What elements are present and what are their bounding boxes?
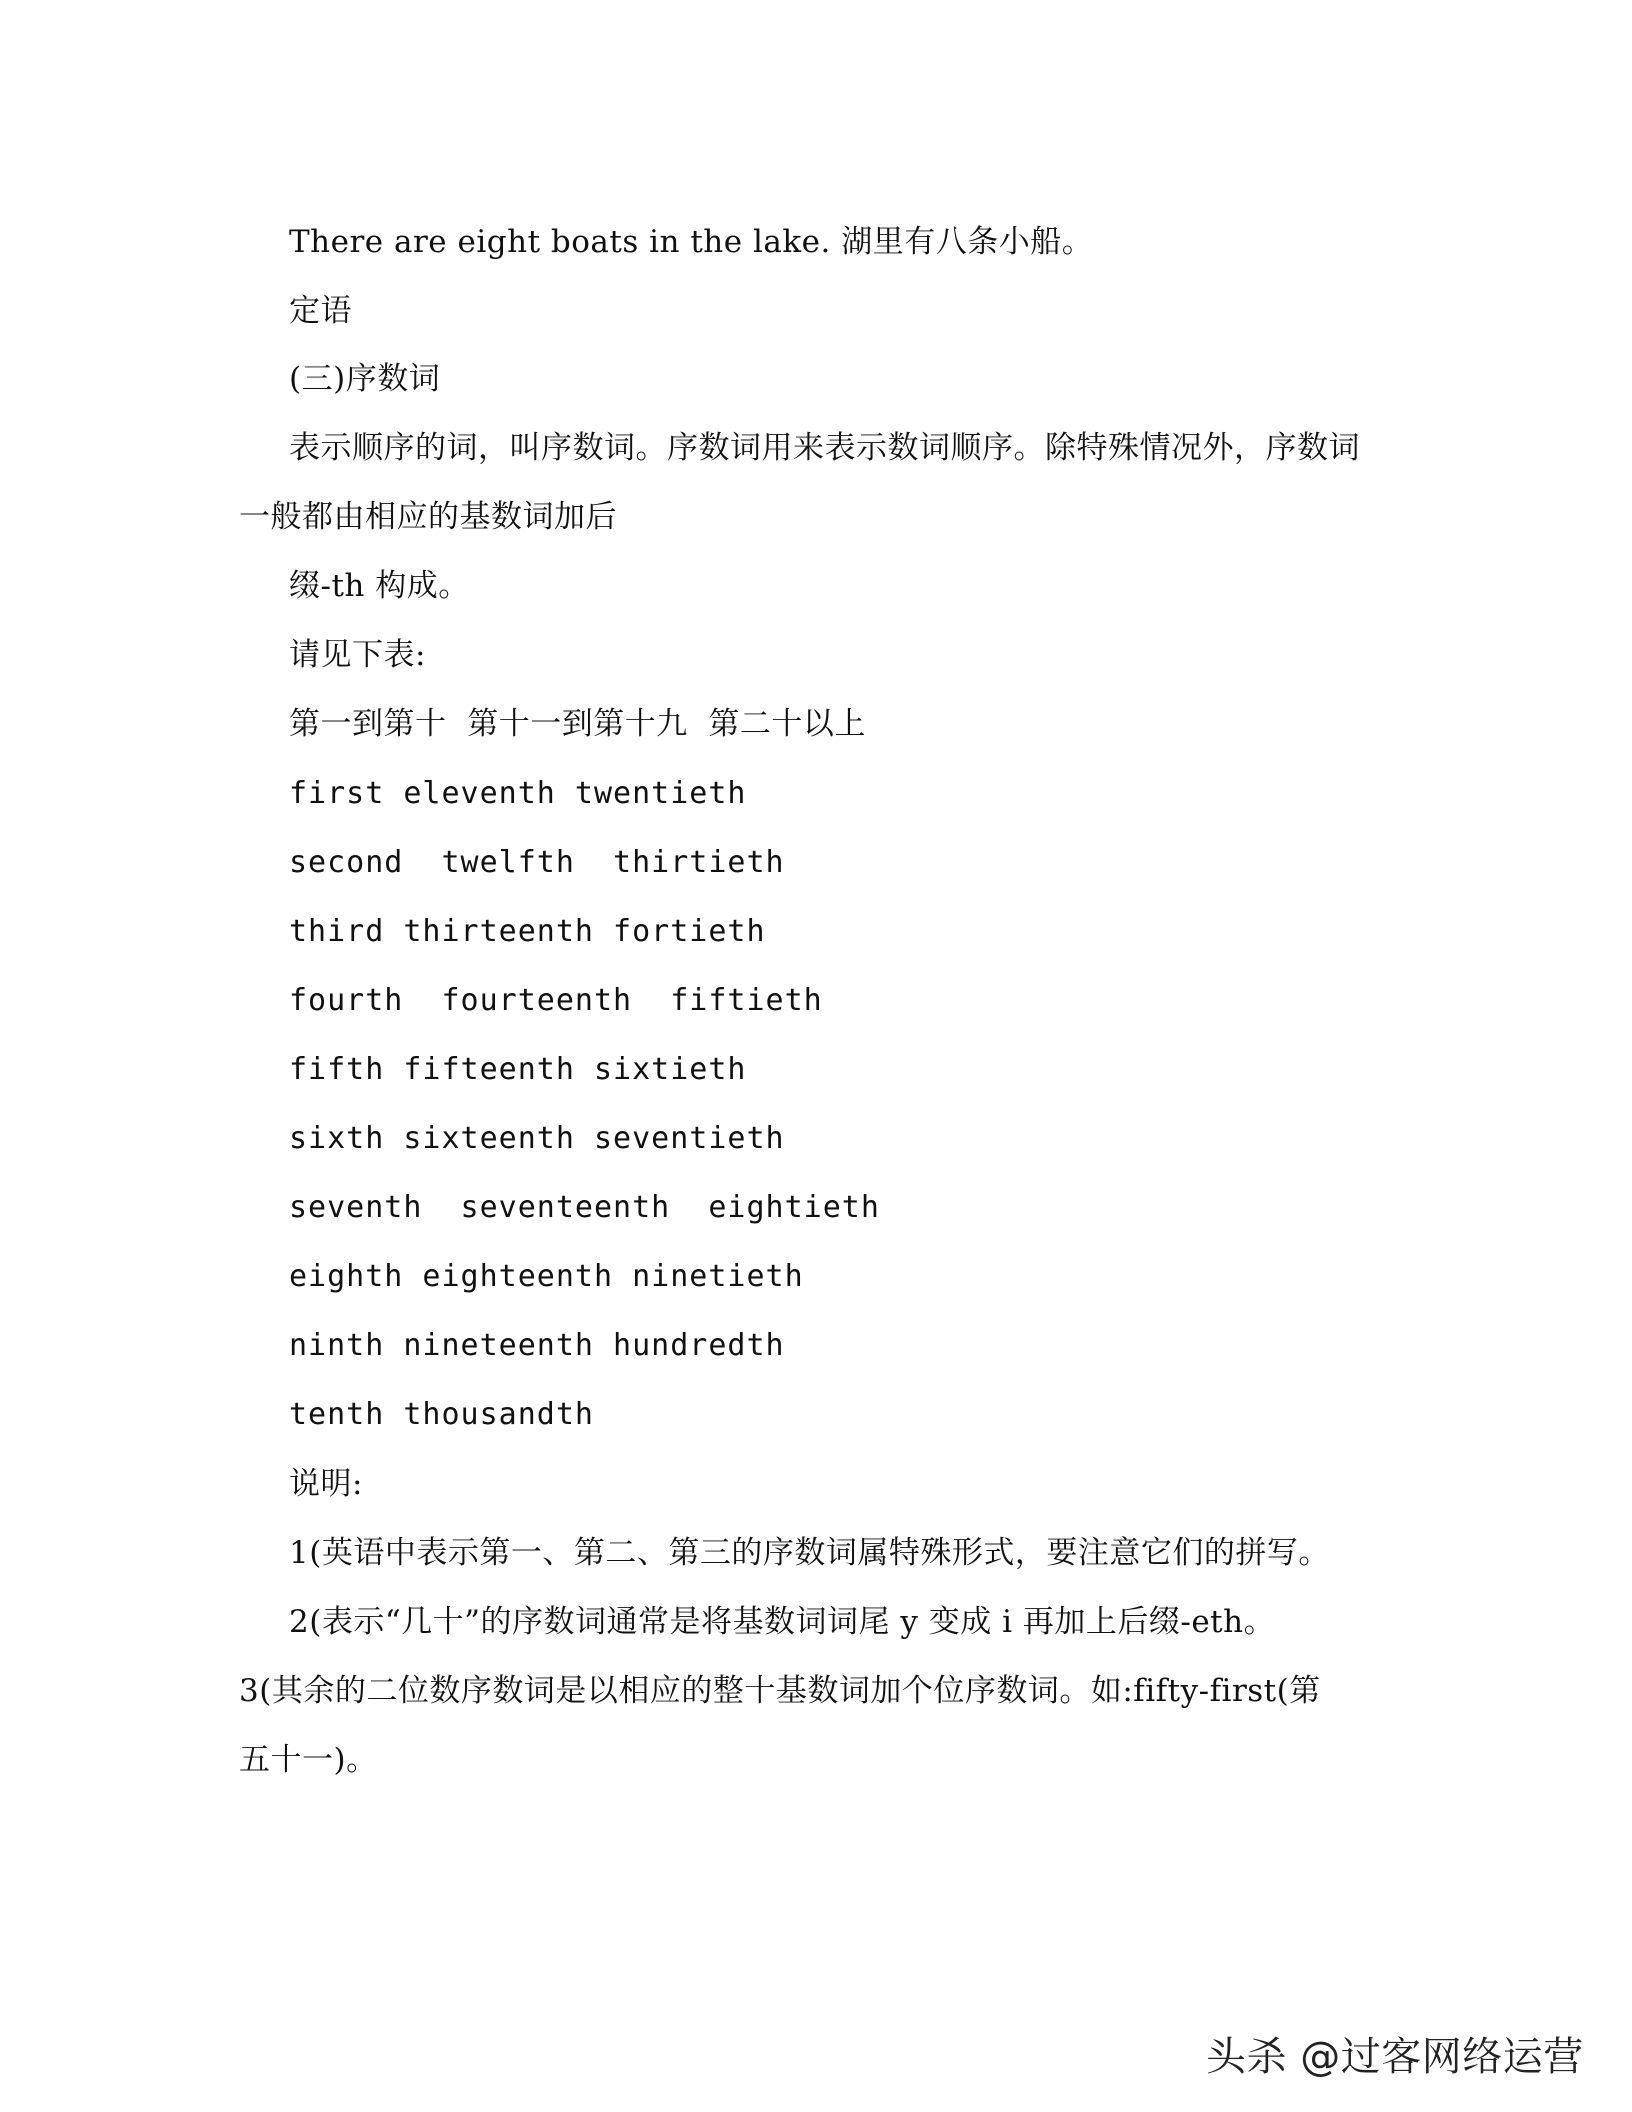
suffix-th-line: 缀-th 构成。 — [289, 568, 470, 604]
note-3-line-2: 五十一)。 — [239, 1742, 378, 1778]
attributive-label: 定语 — [289, 293, 352, 329]
ordinal-row-8: eighth eighteenth ninetieth — [289, 1259, 804, 1294]
ordinal-row-4: fourth fourteenth fiftieth — [289, 983, 823, 1018]
note-1: 1(英语中表示第一、第二、第三的序数词属特殊形式，要注意它们的拼写。 — [289, 1535, 1330, 1571]
ordinal-row-10: tenth thousandth — [289, 1397, 594, 1432]
ordinal-row-2: second twelfth thirtieth — [289, 845, 785, 880]
ordinal-table-header: 第一到第十 第十一到第十九 第二十以上 — [289, 706, 866, 742]
definition-paragraph-line-2: 一般都由相应的基数词加后 — [239, 499, 617, 535]
note-3-line-1: 3(其余的二位数序数词是以相应的整十基数词加个位序数词。如:fifty-first(第 — [239, 1673, 1321, 1709]
ordinal-row-5: fifth fifteenth sixtieth — [289, 1052, 747, 1087]
ordinal-row-9: ninth nineteenth hundredth — [289, 1328, 785, 1363]
notes-label: 说明: — [289, 1466, 363, 1502]
note-2: 2(表示“几十”的序数词通常是将基数词词尾 y 变成 i 再加上后缀-eth。 — [289, 1604, 1276, 1640]
ordinal-row-3: third thirteenth fortieth — [289, 914, 766, 949]
definition-paragraph-line-1: 表示顺序的词，叫序数词。序数词用来表示数词顺序。除特殊情况外，序数词 — [289, 430, 1360, 466]
section-heading-ordinal-numbers: (三)序数词 — [289, 361, 441, 397]
watermark: 头杀 @过客网络运营 — [1206, 2034, 1584, 2080]
ordinal-row-7: seventh seventeenth eightieth — [289, 1190, 880, 1225]
ordinal-row-6: sixth sixteenth seventieth — [289, 1121, 785, 1156]
example-sentence-line: There are eight boats in the lake. 湖里有八条小船。 — [289, 224, 1094, 260]
see-table-line: 请见下表: — [289, 637, 426, 673]
ordinal-row-1: first eleventh twentieth — [289, 776, 747, 811]
